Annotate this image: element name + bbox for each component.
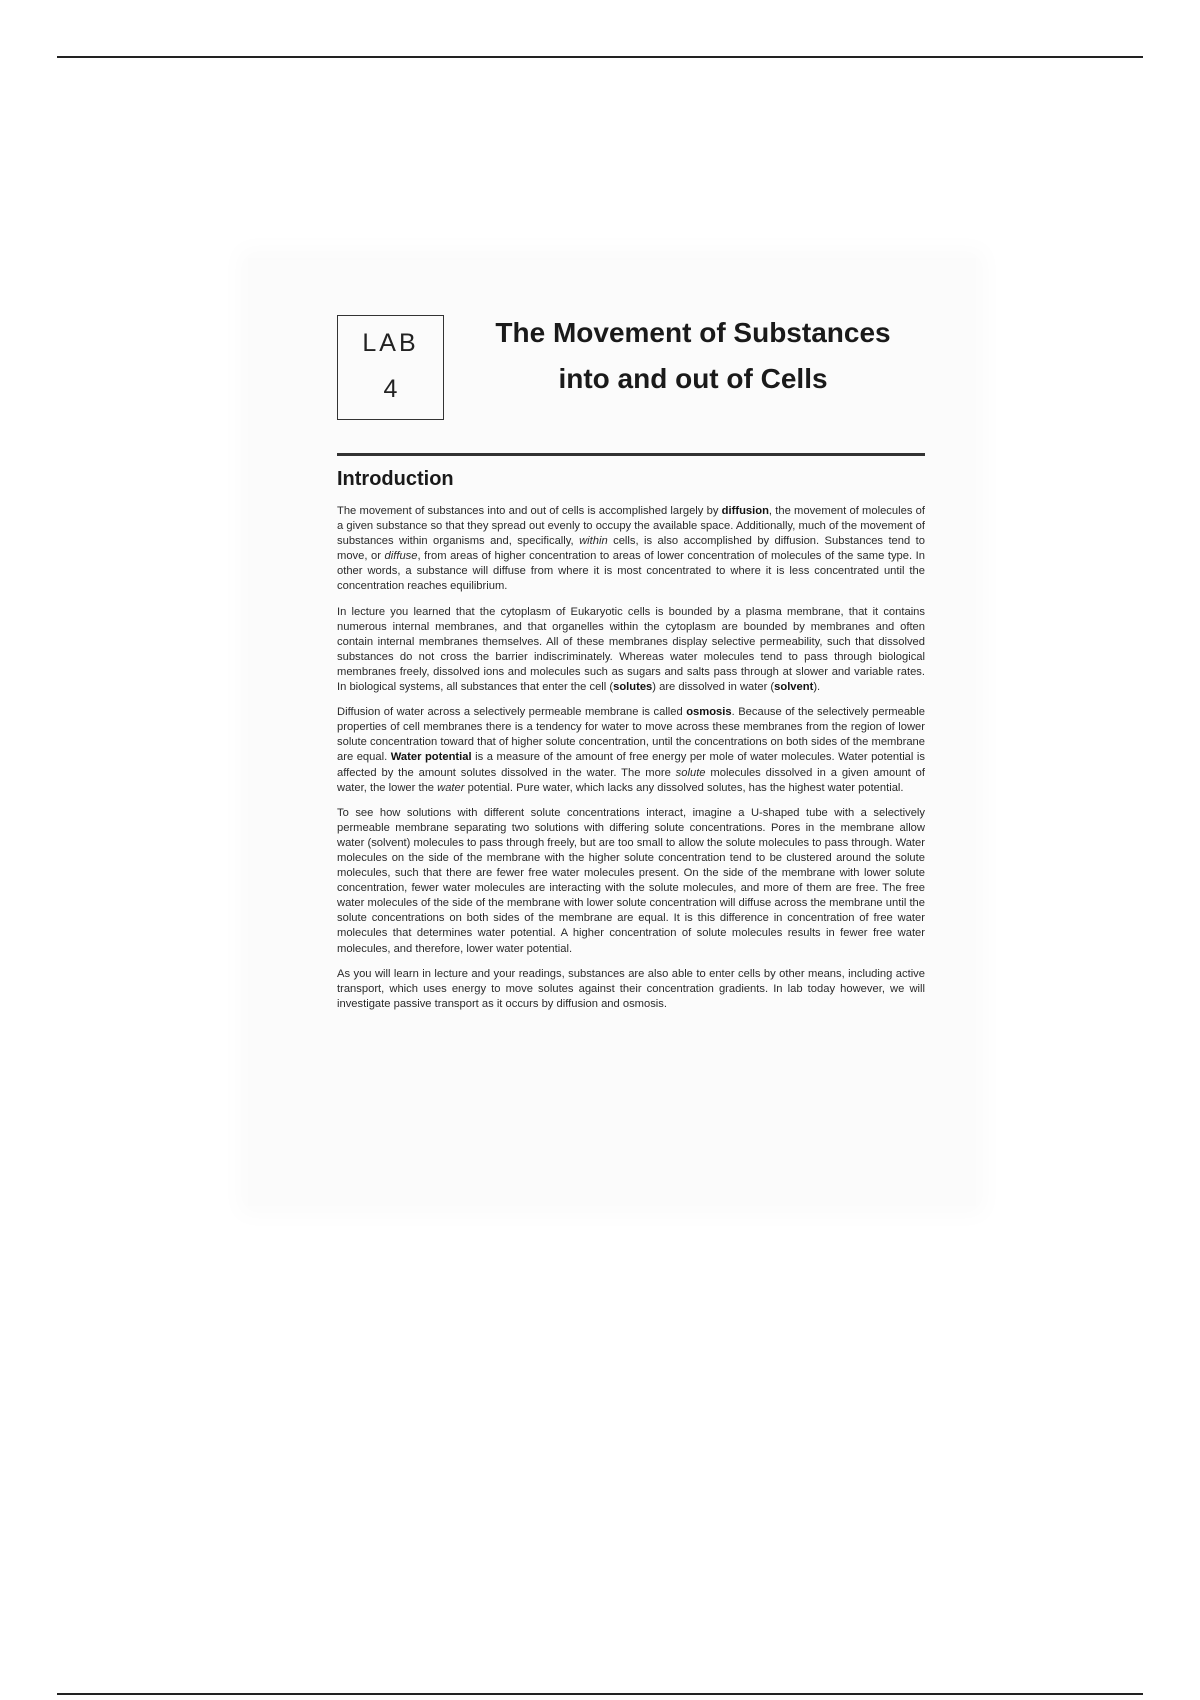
p2-text-3: ). (813, 681, 821, 694)
p1-text-2: , the movement of molecules of a given substance so that they spread out evenly to occupy the available space. Additionally, much of the movement of substances within organisms and, specifically, (337, 505, 925, 548)
term-osmosis: osmosis (686, 706, 732, 719)
title-line-2: into and out of Cells (558, 363, 828, 394)
scanned-page (248, 258, 976, 1206)
term-solutes: solutes (613, 681, 653, 694)
term-water-potential: Water potential (390, 751, 472, 764)
p3-text-5: potential. Pure water, which lacks any dissolved solutes, has the highest water potential. (464, 781, 904, 794)
paragraph-active-transport: As you will learn in lecture and your readings, substances are also able to enter cells by other means, including active transport, which uses energy to move solutes against their concentration gradients. In lab today however, we will investigate passive transport as it occurs by diffusion and osmosis. (337, 967, 925, 1010)
p3-text-2: . Because of the selectively permeable properties of cell membranes there is a tendency for water to move across these membranes from the region of lower solute concentration toward that of higher solute concentration, until the concentrations on both sides of the membrane are equal. (337, 706, 925, 764)
term-solvent: solvent (774, 681, 814, 694)
p1-text-4: , from areas of higher concentration to areas of lower concentration of molecules of the same type. In other words, a substance will diffuse from where it is most concentrated to where it is less concentrated until the concentration reaches equilibrium. (337, 550, 925, 593)
paragraph-diffusion (337, 504, 925, 595)
emphasis-solute: solute (675, 766, 706, 779)
p1-text-1: The movement of substances into and out of cells is accomplished largely by (337, 505, 722, 517)
lab-label: LAB (362, 329, 419, 357)
p3-text-1: Diffusion of water across a selectively permeable membrane is called (337, 706, 687, 719)
p2-text-2: ) are dissolved in water ( (652, 681, 775, 694)
p3-text-4: molecules dissolved in a given amount of water, the lower the (337, 766, 925, 794)
emphasis-water: water (437, 781, 465, 794)
p1-text-3: cells, is also accomplished by diffusion. Substances tend to move, or (337, 535, 925, 563)
emphasis-within: within (579, 535, 608, 548)
lab-number: 4 (383, 375, 398, 403)
title-divider (337, 453, 925, 456)
page-title (463, 310, 923, 402)
lab-number-box (337, 315, 444, 420)
bottom-page-rule (57, 1693, 1143, 1695)
title-line-1: The Movement of Substances (495, 317, 891, 348)
p2-text-1: In lecture you learned that the cytoplasm of Eukaryotic cells is bounded by a plasma membrane, that it contains numerous internal membranes, and that organelles within the cytoplasm are bounded by membranes and often contain internal membranes themselves. All of these membranes display selective permeability, such that dissolved substances do not cross the barrier indiscriminately. Whereas water molecules tend to pass through biological membranes freely, dissolved ions and molecules such as sugars and salts pass through at slower and variable rates. In biological systems, all substances that enter the cell ( (337, 605, 925, 694)
paragraph-u-tube: To see how solutions with different solute concentrations interact, imagine a U-shaped tube with a selectively permeable membrane separating two solutions with differing solute concentrations. Pores in the membrane allow water (solvent) molecules to pass through freely, but are too small to allow the solute molecules to pass through. Water molecules on the side of the membrane with the higher solute concentration tend to be clustered around the solute molecules, such that there are fewer free water molecules present. On the side of the membrane with lower solute concentration, fewer water molecules are interacting with the solute molecules, and more of them are free. The free water molecules of the side of the membrane with lower solute concentration will diffuse across the membrane until the solute concentrations on both sides of the membrane are equal. It is this difference in concentration of free water molecules that determines water potential. A higher concentration of solute molecules results in fewer free water molecules, and therefore, lower water potential. (337, 806, 925, 955)
body-text (337, 504, 925, 1022)
emphasis-diffuse: diffuse (384, 550, 418, 563)
term-diffusion: diffusion (721, 505, 769, 517)
top-page-rule (57, 56, 1143, 58)
p3-text-3: is a measure of the amount of free energy per mole of water molecules. Water potential is affected by the amount solutes dissolved in the water. The more (337, 751, 926, 779)
paragraph-membranes (337, 605, 925, 696)
paragraph-osmosis (337, 705, 925, 796)
section-heading: Introduction (337, 468, 454, 490)
